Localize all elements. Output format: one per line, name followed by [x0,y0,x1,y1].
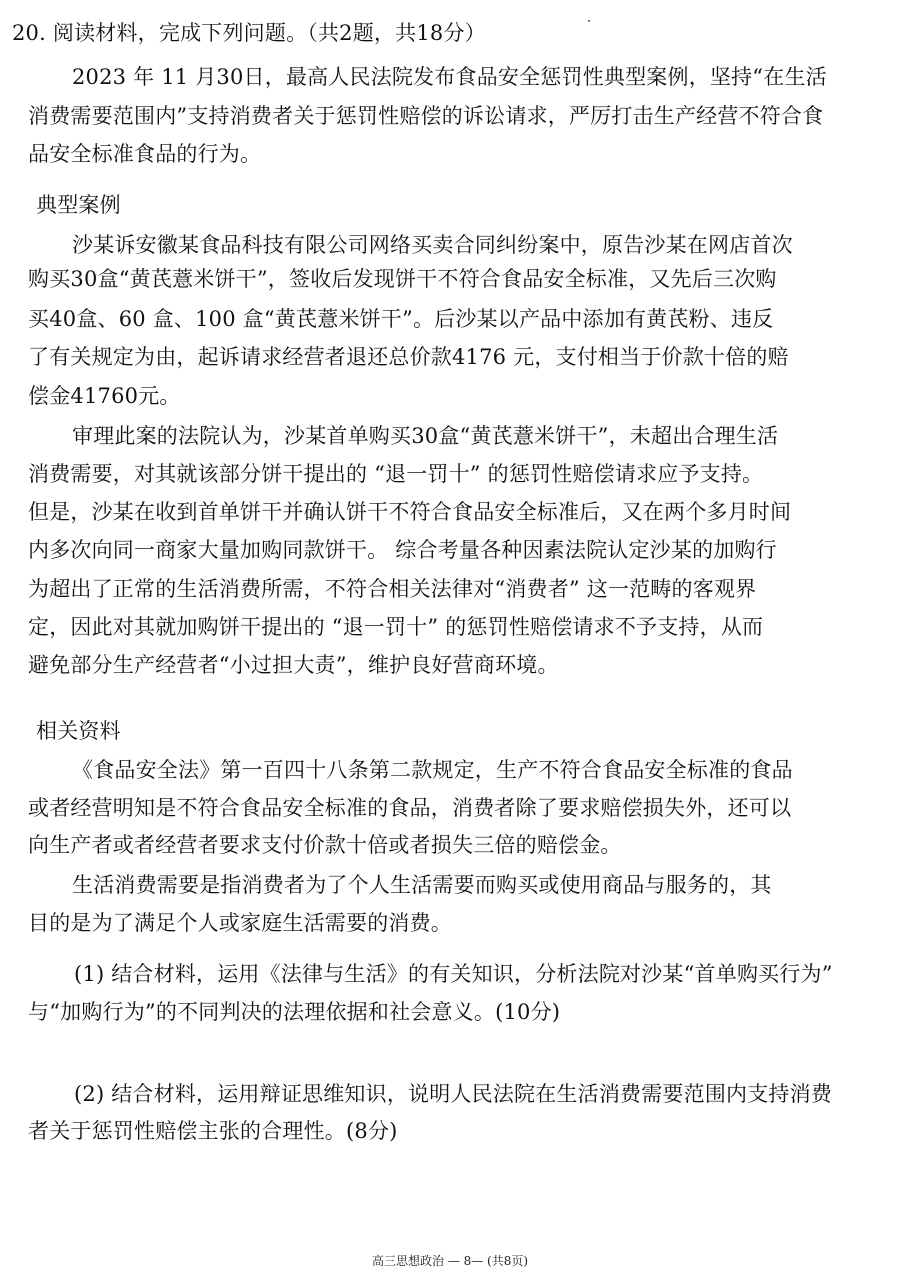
case-heading: 典型案例 [36,193,121,217]
case-para2-line: 为超出了正常的生活消费所需，不符合相关法律对“消费者” 这一范畴的客观界 [28,577,757,601]
sub-question-2-line: (2) 结合材料，运用辩证思维知识，说明人民法院在生活消费需要范围内支持消费 [74,1082,833,1106]
scan-speck [588,20,590,22]
case-para2-line: 避免部分生产经营者“小过担大责”，维护良好营商环境。 [28,653,559,677]
intro-line: 消费需要范围内”支持消费者关于惩罚性赔偿的诉讼请求，严厉打击生产经营不符合食 [28,104,824,128]
case-para2-line: 审理此案的法院认为，沙某首单购买30盒“黄芪薏米饼干”，未超出合理生活 [72,424,779,448]
sub-question-1-line: (1) 结合材料，运用《法律与生活》的有关知识，分析法院对沙某“首单购买行为” [74,962,833,986]
reference-para1-line: 向生产者或者经营者要求支付价款十倍或者损失三倍的赔偿金。 [28,833,622,857]
page-footer: 高三思想政治 — 8— (共8页) [371,1254,529,1268]
intro-line: 品安全标准食品的行为。 [28,142,262,166]
reference-para1-line: 或者经营明知是不符合食品安全标准的食品，消费者除了要求赔偿损失外，还可以 [28,796,792,820]
question-title: 20. 阅读材料，完成下列问题。（共2题，共18分） [12,21,486,45]
case-para2-line: 内多次向同一商家大量加购同款饼干。 综合考量各种因素法院认定沙某的加购行 [28,538,777,562]
case-para1-line: 了有关规定为由，起诉请求经营者退还总价款4176 元，支付相当于价款十倍的赔 [28,345,789,369]
sub-question-1-line: 与“加购行为”的不同判决的法理依据和社会意义。(10分) [28,1000,561,1024]
reference-para1-line: 《食品安全法》第一百四十八条第二款规定，生产不符合食品安全标准的食品 [72,758,793,782]
case-para2-line: 但是，沙某在收到首单饼干并确认饼干不符合食品安全标准后，又在两个多月时间 [28,500,792,524]
reference-para2-line: 目的是为了满足个人或家庭生活需要的消费。 [28,911,452,935]
intro-line: 2023 年 11 月30日，最高人民法院发布食品安全惩罚性典型案例，坚持“在生活 [72,65,827,89]
case-para1-line: 买40盒、60 盒、100 盒“黄芪薏米饼干”。后沙某以产品中添加有黄芪粉、违反 [28,307,774,331]
case-para2-line: 消费需要，对其就该部分饼干提出的 “退一罚十” 的惩罚性赔偿请求应予支持。 [28,462,764,486]
case-para2-line: 定，因此对其就加购饼干提出的 “退一罚十” 的惩罚性赔偿请求不予支持，从而 [28,615,764,639]
case-para1-line: 购买30盒“黄芪薏米饼干”，签收后发现饼干不符合食品安全标准，又先后三次购 [28,267,777,291]
reference-heading: 相关资料 [36,719,121,743]
sub-question-2-line: 者关于惩罚性赔偿主张的合理性。(8分) [28,1119,398,1143]
case-para1-line: 偿金41760元。 [28,384,181,408]
case-para1-line: 沙某诉安徽某食品科技有限公司网络买卖合同纠纷案中，原告沙某在网店首次 [72,233,793,257]
reference-para2-line: 生活消费需要是指消费者为了个人生活需要而购买或使用商品与服务的，其 [72,873,772,897]
